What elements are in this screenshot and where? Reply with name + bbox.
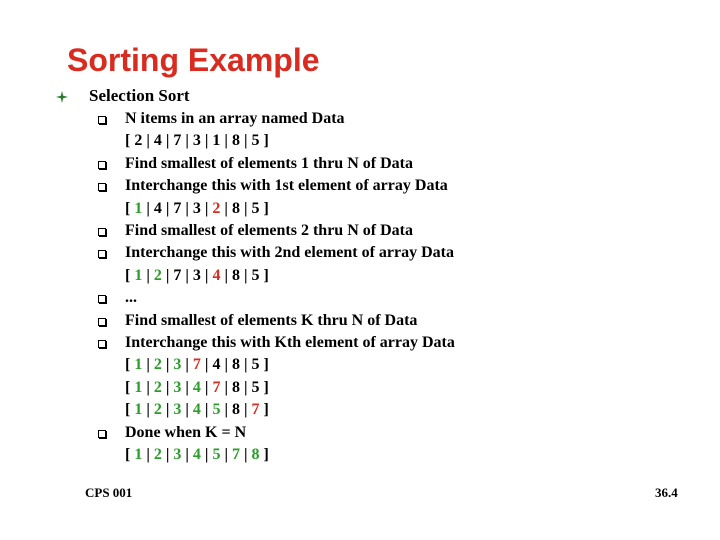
square-bullet-icon [98,340,106,348]
text-segment: 1 [134,446,143,463]
text-segment: | [142,401,154,419]
text-segment: 1 [134,266,143,284]
square-bullet-icon [98,430,106,438]
step-item [125,153,413,175]
text-segment: | 8 | 5 ] [220,266,269,284]
square-bullet-icon [98,116,106,124]
text-segment: 2 [153,356,162,374]
square-bullet-icon [98,228,106,236]
text-segment: 2 [153,446,162,463]
array-state [125,198,269,220]
text-segment: | [181,378,193,396]
text-segment: 3 [173,356,182,374]
text-segment: | [200,446,213,463]
array-state [125,377,269,399]
text-segment: Interchange this with 2nd element of array Data [125,244,455,262]
text-segment: 7 [251,401,260,419]
step-item [125,332,455,354]
square-bullet-icon [98,183,106,191]
text-segment: | 4 | 7 | 3 | [142,199,213,217]
diamond-bullet-icon [56,91,68,103]
array-state [125,399,269,421]
text-segment: Interchange this with 1st element of array Data [125,177,448,195]
text-segment: Done when K = N [125,423,247,441]
text-segment: | 7 | 3 | [161,266,213,284]
text-segment: | [142,356,154,374]
text-segment: Find smallest of elements 1 thru N of Data [125,154,413,172]
footer-page-number: 36.4 [655,485,678,500]
text-segment: | 4 | 8 | 5 ] [200,356,269,374]
square-bullet-icon [98,161,106,169]
footer-course: CPS 001 [85,485,133,500]
text-segment: [ 2 | 4 | 7 | 3 | 1 | 8 | 5 ] [125,132,269,150]
text-segment: [ [125,356,135,374]
text-segment: | [239,446,252,463]
text-segment: 2 [153,401,162,419]
array-state [125,444,269,466]
step-item [125,220,413,242]
text-segment: 8 [251,446,260,463]
text-segment: 1 [134,401,143,419]
text-segment: [ [125,266,135,284]
text-segment: | [181,446,193,463]
text-segment: | [181,356,193,374]
step-item [125,287,137,309]
array-state [125,130,269,152]
text-segment: 3 [173,446,182,463]
text-segment: | [181,401,193,419]
text-segment: 7 [231,446,240,463]
text-segment: | 8 | 5 ] [220,378,269,396]
text-segment: Find smallest of elements 2 thru N of Data [125,222,413,239]
text-segment: Find smallest of elements K thru N of Data [125,311,418,329]
text-segment: | [142,446,154,463]
text-segment: | [200,378,213,396]
text-segment: 2 [153,378,162,396]
text-segment: 4 [192,378,201,396]
text-segment: ] [259,446,269,463]
text-segment: 5 [212,401,221,419]
text-segment: 4 [212,266,221,284]
step-item [125,108,345,130]
text-segment: | [161,401,174,419]
text-segment: | 8 | [220,401,252,419]
step-item [125,175,448,197]
step-item [125,422,246,444]
array-state [125,265,269,287]
text-segment: | [200,401,213,419]
text-segment: [ [125,199,135,217]
text-segment: 2 [212,199,221,217]
square-bullet-icon [98,295,106,303]
text-segment: N items in an array named Data [125,110,345,127]
step-item [125,242,454,264]
text-segment: 2 [153,266,162,284]
text-segment: 1 [134,199,143,217]
text-segment: ... [125,289,137,307]
text-segment: | [142,266,154,284]
heading-text: Selection Sort [89,86,190,105]
text-segment: 3 [173,378,182,396]
text-segment: [ [125,446,135,463]
text-segment: | [142,378,154,396]
text-segment: ] [259,401,269,419]
text-segment: 4 [192,401,201,419]
slide-title: Sorting Example [67,42,320,78]
square-bullet-icon [98,318,106,326]
square-bullet-icon [98,250,106,258]
text-segment: | 8 | 5 ] [220,199,269,217]
text-segment: 3 [173,401,182,419]
text-segment: Interchange this with Kth element of array Data [125,334,455,351]
text-segment: 1 [134,356,143,374]
text-segment: [ [125,378,135,396]
text-segment: 5 [212,446,221,463]
text-segment: 4 [192,446,201,463]
step-item [125,310,417,332]
text-segment: 7 [192,356,201,374]
array-state [125,354,269,376]
text-segment: 1 [134,378,143,396]
text-segment: 7 [212,378,221,396]
text-segment: | [161,378,174,396]
text-segment: | [161,356,174,374]
text-segment: [ [125,401,135,419]
text-segment: | [220,446,232,463]
text-segment: | [161,446,174,463]
